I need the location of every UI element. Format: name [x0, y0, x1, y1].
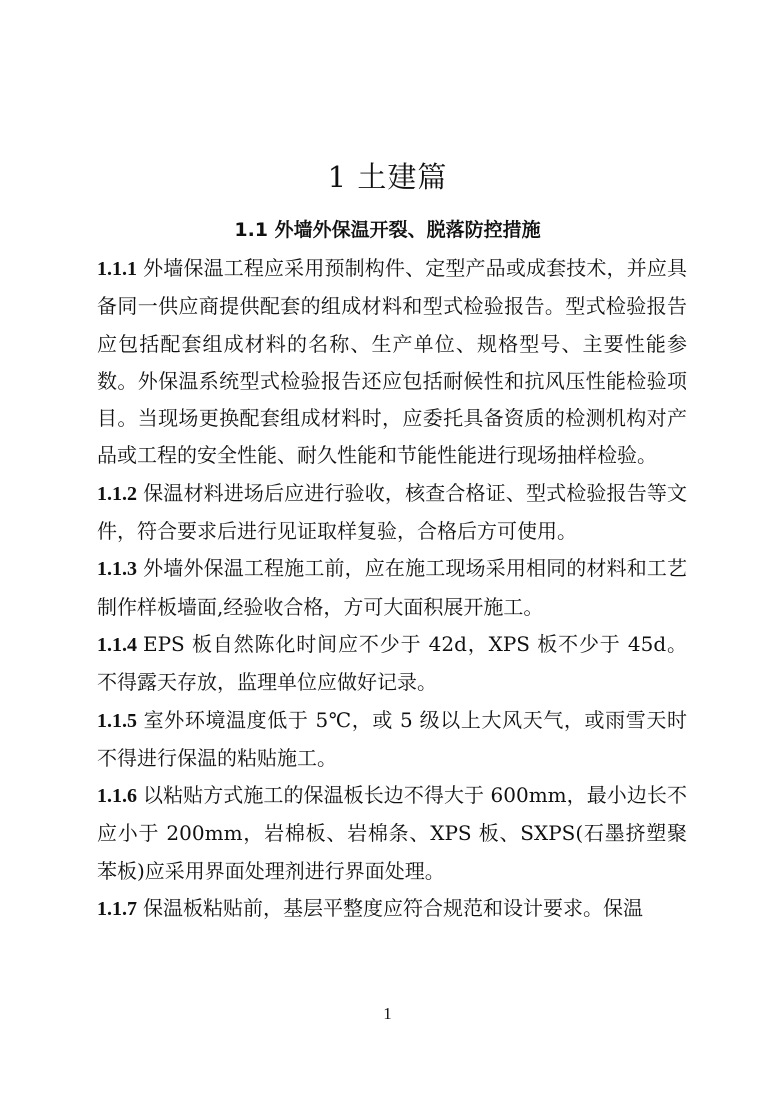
chapter-title: 1 土建篇: [327, 160, 448, 195]
clause-number: 1.1.7: [97, 898, 137, 921]
clause-number: 1.1.2: [97, 482, 137, 505]
document-body: [97, 250, 687, 928]
clause-1-1-7: [97, 890, 687, 928]
clause-text: 保温材料进场后应进行验收，核查合格证、型式检验报告等文件，符合要求后进行见证取样复验，合格后方可使用。: [97, 480, 687, 544]
clause-text: 以粘贴方式施工的保温板长边不得大于 600mm，最小边长不应小于 200mm，岩棉板、岩棉条、XPS 板、SXPS(石墨挤塑聚苯板)应采用界面处理剂进行界面处理。: [97, 783, 687, 883]
clause-1-1-1: [97, 250, 687, 475]
clause-number: 1.1.1: [97, 258, 137, 280]
clause-text: EPS 板自然陈化时间应不少于 42d，XPS 板不少于 45d。不得露天存放，监理单位应做好记录。: [97, 631, 687, 695]
clause-number: 1.1.6: [97, 785, 137, 808]
clause-text: 室外环境温度低于 5℃，或 5 级以上大风天气，或雨雪天时不得进行保温的粘贴施工。: [97, 707, 687, 770]
clause-text: 外墙外保温工程施工前，应在施工现场采用相同的材料和工艺制作样板墙面,经验收合格，方可大面积展开施工。: [97, 556, 687, 619]
section-title: 1.1 外墙外保温开裂、脱落防控措施: [234, 218, 541, 241]
clause-text: 外墙保温工程应采用预制构件、定型产品或成套技术，并应具备同一供应商提供配套的组成材料和型式检验报告。型式检验报告应包括配套组成材料的名称、生产单位、规格型号、主要性能参数。外保温系统型式检验报告还应包括耐候性和抗风压性能检验项目。当现场更换配套组成材料时，应委托具备资质的检测机构对产品或工程的安全性能、耐久性能和节能性能进行现场抽样检验。: [97, 256, 687, 468]
clause-1-1-2: [97, 475, 687, 551]
clause-number: 1.1.5: [97, 709, 137, 732]
clause-1-1-5: [97, 702, 687, 778]
clause-1-1-3: [97, 550, 687, 626]
clause-1-1-4: [97, 626, 687, 702]
page-number: 1: [383, 1004, 392, 1023]
clause-number: 1.1.4: [97, 633, 137, 656]
clause-1-1-6: [97, 777, 687, 890]
clause-text: 保温板粘贴前，基层平整度应符合规范和设计要求。保温: [143, 896, 643, 921]
clause-number: 1.1.3: [97, 558, 137, 581]
